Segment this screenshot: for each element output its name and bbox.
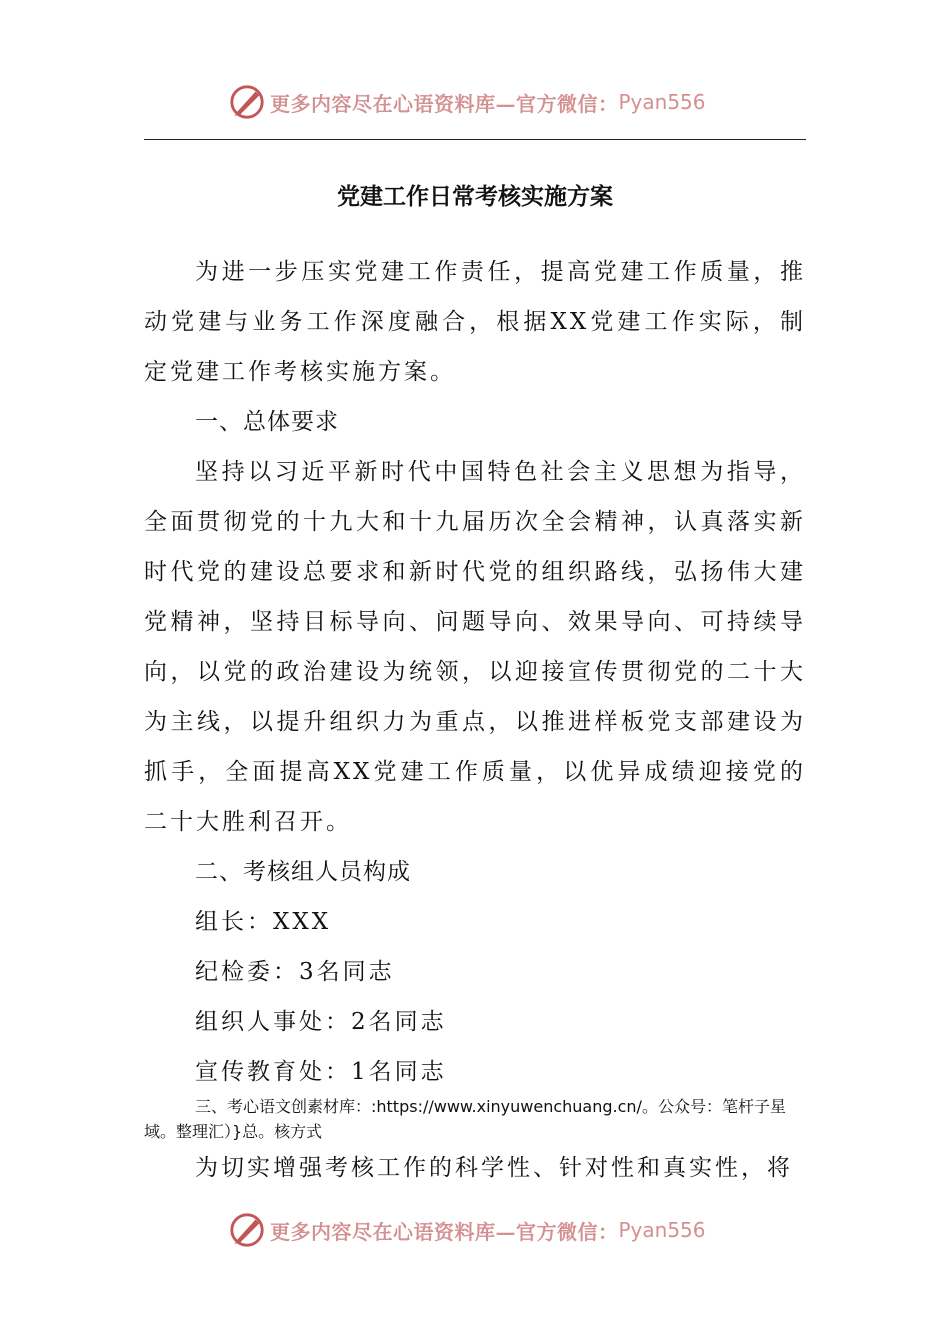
- section3-heading-line: 三、考心语文创素材库：:https://www.xinyuwenchuang.cn/。公众号：笔杆子星域。整理汇）}总。核方式: [144, 1097, 786, 1141]
- member-line: 组织人事处：2名同志: [195, 1009, 447, 1035]
- watermark-text: 更多内容尽在心语资料库—官方微信：: [270, 91, 619, 116]
- section3-body-block: [144, 1143, 806, 1193]
- section3-paragraph: 为切实增强考核工作的科学性、针对性和真实性，将: [195, 1155, 793, 1181]
- member-line: 组长：XXX: [195, 909, 332, 935]
- pen-logo-icon: [228, 83, 266, 121]
- section2-heading: 二、考核组人员构成: [195, 859, 411, 885]
- watermark-text: 更多内容尽在心语资料库—官方微信：: [270, 1219, 619, 1244]
- intro-paragraph: 为进一步压实党建工作责任，提高党建工作质量，推动党建与业务工作深度融合，根据XX党建工作实际，制定党建工作考核实施方案。: [144, 259, 806, 385]
- section1-heading: 一、总体要求: [195, 409, 339, 435]
- watermark-banner-bottom: [228, 1210, 706, 1250]
- watermark-id: Pyan556: [618, 1218, 706, 1242]
- document-title: 党建工作日常考核实施方案: [337, 183, 613, 210]
- watermark-id: Pyan556: [618, 90, 706, 114]
- section1-paragraph: 坚持以习近平新时代中国特色社会主义思想为指导，全面贯彻党的十九大和十九届历次全会精神，认真落实新时代党的建设总要求和新时代党的组织路线，弘扬伟大建党精神，坚持目标导向、问题导向、效果导向、可持续导向，以党的政治建设为统领，以迎接宣传贯彻党的二十大为主线，以提升组织力为重点，以推进样板党支部建设为抓手，全面提高XX党建工作质量，以优异成绩迎接党的二十大胜利召开。: [144, 459, 806, 835]
- document-body: [144, 247, 806, 1097]
- pen-logo-icon: [228, 1211, 266, 1249]
- member-line: 宣传教育处：1名同志: [195, 1059, 447, 1085]
- member-line: 纪检委：3名同志: [195, 959, 395, 985]
- watermark-banner-top: [228, 82, 706, 122]
- header-rule: [144, 139, 806, 140]
